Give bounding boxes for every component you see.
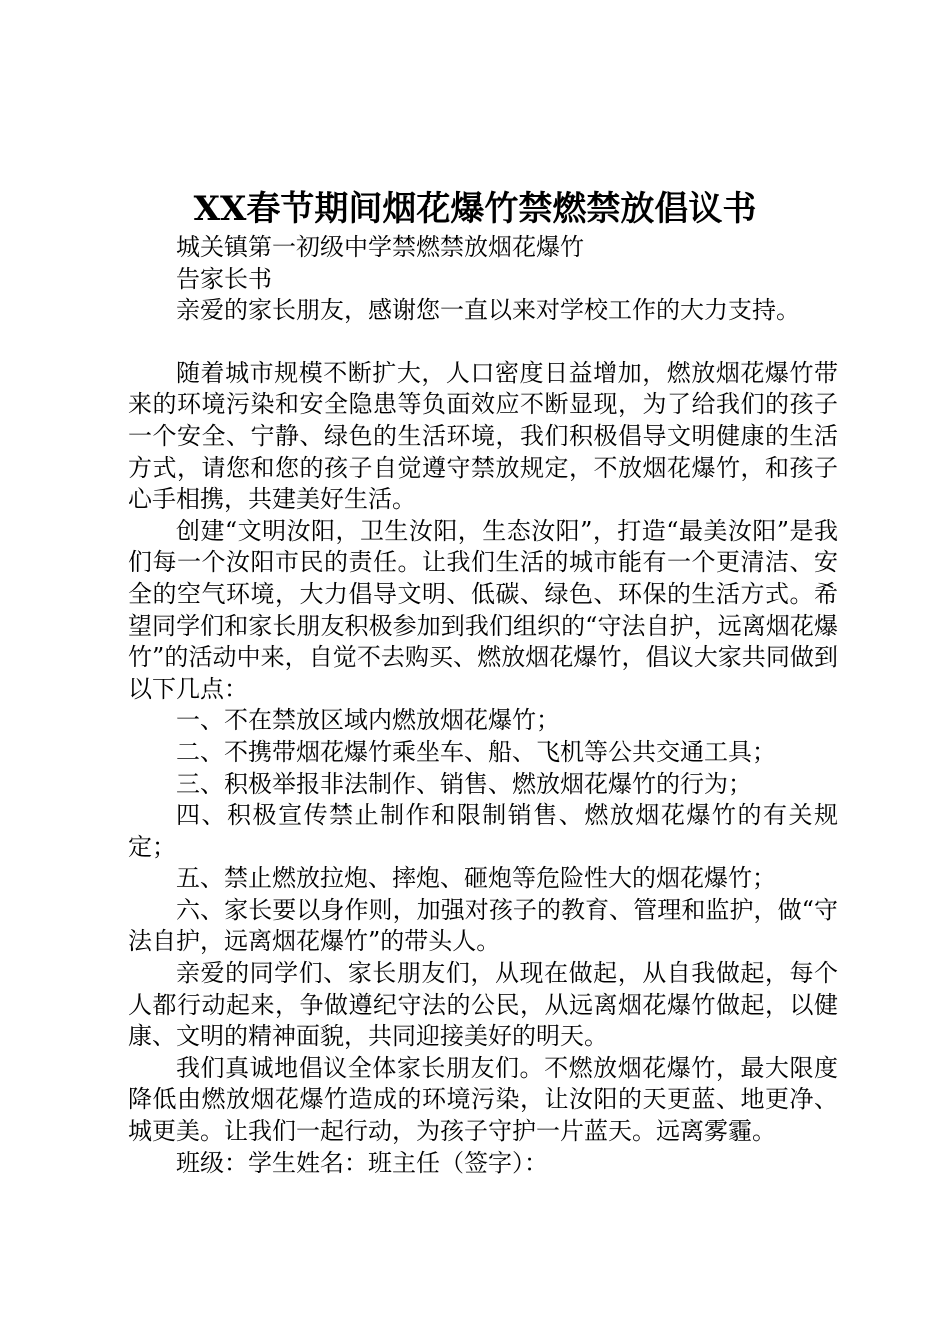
body-paragraph: 我们真诚地倡议全体家长朋友们。不燃放烟花爆竹，最大限度降低由燃放烟花爆竹造成的环境污染，让汝阳的天更蓝、地更净、城更美。让我们一起行动，为孩子守护一片蓝天。远离雾霾。 bbox=[128, 1053, 838, 1146]
document-body bbox=[128, 232, 838, 1179]
proposal-item-5: 五、禁止燃放拉炮、摔炮、砸炮等危险性大的烟花爆竹； bbox=[176, 864, 776, 893]
proposal-item-3: 三、积极举报非法制作、销售、燃放烟花爆竹的行为； bbox=[176, 769, 752, 798]
proposal-item-6: 六、家长要以身作则，加强对孩子的教育、管理和监护，做“守法自护，远离烟花爆竹”的带头人。 bbox=[128, 895, 838, 956]
body-paragraph: 亲爱的同学们、家长朋友们，从现在做起，从自我做起，每个人都行动起来，争做遵纪守法的公民，从远离烟花爆竹做起，以健康、文明的精神面貌，共同迎接美好的明天。 bbox=[128, 959, 838, 1051]
school-name-line: 城关镇第一初级中学禁燃禁放烟花爆竹 bbox=[176, 233, 584, 261]
body-paragraph: 创建“文明汝阳，卫生汝阳，生态汝阳”，打造“最美汝阳”是我们每一个汝阳市民的责任。让我们生活的城市能有一个更清洁、安全的空气环境，大力倡导文明、低碳、绿色、环保的生活方式。希望同学们和家长朋友积极参加到我们组织的“守法自护，远离烟花爆竹”的活动中来，自觉不去购买、燃放烟花爆竹，倡议大家共同做到以下几点： bbox=[128, 516, 838, 703]
signature-line: 班级：学生姓名：班主任（签字）： bbox=[176, 1148, 548, 1177]
proposal-item-4: 四、积极宣传禁止制作和限制销售、燃放烟花爆竹的有关规定； bbox=[128, 801, 838, 861]
proposal-item-1: 一、不在禁放区域内燃放烟花爆竹； bbox=[176, 706, 560, 735]
greeting-paragraph: 亲爱的家长朋友，感谢您一直以来对学校工作的大力支持。 bbox=[176, 296, 800, 325]
proposal-item-2: 二、不携带烟花爆竹乘坐车、船、飞机等公共交通工具； bbox=[176, 737, 776, 766]
letter-subtitle: 告家长书 bbox=[176, 264, 272, 293]
body-paragraph: 随着城市规模不断扩大，人口密度日益增加，燃放烟花爆竹带来的环境污染和安全隐患等负面效应不断显现，为了给我们的孩子一个安全、宁静、绿色的生活环境，我们积极倡导文明健康的生活方式，请您和您的孩子自觉遵守禁放规定，不放烟花爆竹，和孩子心手相携，共建美好生活。 bbox=[128, 358, 838, 514]
document-title: XX春节期间烟花爆竹禁燃禁放倡议书 bbox=[193, 189, 757, 229]
